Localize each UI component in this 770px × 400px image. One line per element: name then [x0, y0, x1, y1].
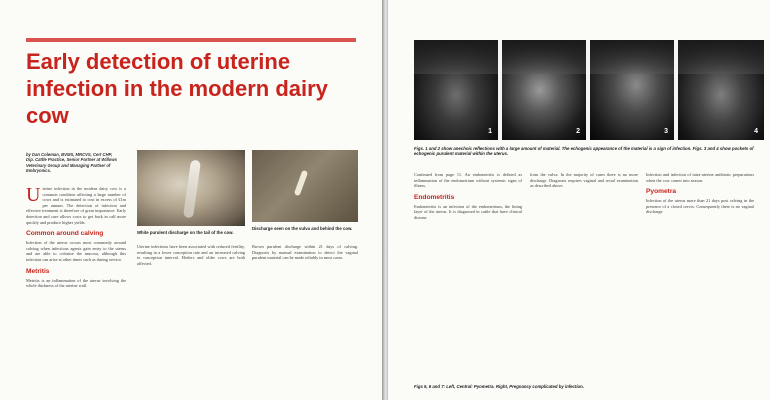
right-col3-text: Infection and infection of intra-uterine antibiotic preparations when the cow comes into season. — [646, 172, 754, 183]
ultrasound-caption: Figs. 1 and 2 show anechoic reflections with a large amount of material. The echogenic appearance of the material is a sign of infection. Figs. 3 and 4 show pockets of echogenic purulent material within the uterus. — [414, 146, 754, 157]
drop-cap: U — [26, 184, 41, 206]
section-heading-endometritis: Endometritis — [414, 193, 455, 201]
byline: by Dan Coleman, BVMS, MRCVS, Cert CHP, Dip. Cattle Practice, Senior Partner at Willows Veterinary Group and Managing Partner of Embryonics. — [26, 152, 117, 174]
col3-text: Brown purulent discharge within 21 days of calving. Diagnosis by manual examination to detect the vaginal purulent material can be made reliably in most cases. — [252, 244, 358, 261]
ultrasound-strip — [414, 40, 764, 140]
figure-tail-discharge — [137, 150, 245, 226]
left-column-2 — [137, 244, 245, 269]
ultrasound-panel-1 — [414, 40, 498, 140]
right-col1-text2: Endometritis is an infection of the endometrium, the lining layer of the uterus. It is diagnosed in cattle that have clinical disease. — [414, 203, 522, 220]
section-text-calving: Infection of the uterus occurs most commonly around calving when infectious agents gain entry to the uterus and are able to colonise the mucosa, although this infection can arise at other times such as during service. — [26, 240, 126, 262]
right-page — [388, 0, 770, 400]
right-col3-text2: Infection of the uterus more than 21 days post calving in the presence of a closed cervix. Consequently there is no vaginal discharge. — [646, 198, 754, 215]
intro-text: terine infection in the modern dairy cow is a common condition affecting a large number of cows and is estimated to cost in excess of £1m per annum. The detection of infection and effective treatment is therefore of great importance. Early detection and cure allows cows to get back in calf more quickly and produce higher yields. — [26, 186, 126, 225]
panel-number: 1 — [488, 128, 492, 135]
ultrasound-panel-3 — [590, 40, 674, 140]
figure-a-caption: White purulent discharge on the tail of the cow. — [137, 230, 234, 235]
figure-b-caption: Discharge seen on the vulva and behind the cow. — [252, 226, 353, 231]
left-column-1 — [26, 186, 126, 292]
right-col2-text: from the vulva. In the majority of cases there is no more discharge. Diagnosis requires vaginal and rectal examination as described above. — [530, 172, 638, 189]
bottom-caption: Figs 5, 6 and 7: Left, Central: Pyometra. Right, Pregnancy complicated by infection. — [414, 384, 584, 389]
tail-shape — [183, 160, 201, 219]
intro-paragraph — [26, 186, 126, 225]
ultrasound-panel-4 — [678, 40, 764, 140]
left-column-3 — [252, 244, 358, 264]
right-column-3 — [646, 172, 754, 218]
right-col1-text: Continued from page 11. An endometritis is defined as inflammation of the endometrium without systemic signs of illness. — [414, 172, 522, 189]
right-column-1 — [414, 172, 522, 224]
article-headline: Early detection of uterine infection in the modern dairy cow — [26, 49, 328, 128]
col2-text: Uterine infections have been associated with reduced fertility, resulting in a lower conception rate and an increased calving to conception interval. Heifers and older cows are both affected. — [137, 244, 245, 266]
panel-number: 3 — [664, 128, 668, 135]
ultrasound-panel-2 — [502, 40, 586, 140]
panel-number: 4 — [754, 128, 758, 135]
section-text-metritis: Metritis is an inflammation of the uterus involving the whole thickness of the uterine wall. — [26, 277, 126, 289]
figure-vulva-discharge — [252, 150, 358, 222]
section-heading-metritis: Metritis — [26, 267, 50, 275]
discharge-shape — [294, 170, 309, 196]
section-heading-pyometra: Pyometra — [646, 188, 677, 196]
left-page — [0, 0, 382, 400]
panel-number: 2 — [576, 128, 580, 135]
section-heading-calving: Common around calving — [26, 230, 104, 238]
right-column-2 — [530, 172, 638, 192]
header-rule — [26, 38, 356, 42]
